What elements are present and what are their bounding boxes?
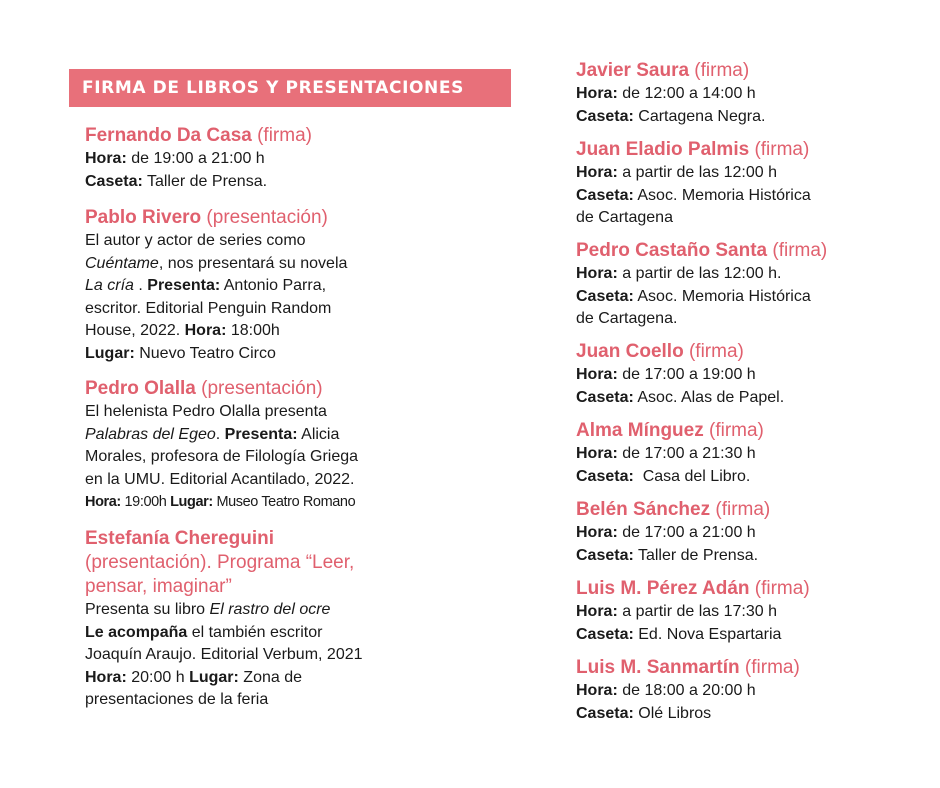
text-fragment: Presenta su libro: [85, 601, 210, 618]
hora-value: de 17:00 a 21:00 h: [617, 524, 756, 541]
event-hora: [576, 83, 916, 106]
event-description-line: [85, 275, 505, 298]
lugar-value: Museo Teatro Romano: [212, 494, 356, 511]
event-title: [85, 124, 505, 148]
event-title: [85, 206, 505, 230]
event-hora: [576, 601, 916, 624]
event-title: [576, 59, 916, 83]
event-name: Luis M. Pérez Adán: [576, 578, 750, 599]
event-description-line: escritor. Editorial Penguin Random: [85, 299, 332, 317]
hora-value: 18:00h: [226, 322, 280, 340]
event-description-line: El autor y actor de series como: [85, 232, 306, 249]
text-fragment: .: [215, 425, 225, 443]
event-description-line: presentaciones de la feria: [85, 691, 269, 709]
caseta-label: Caseta:: [576, 467, 634, 485]
lugar-label: Lugar:: [170, 494, 213, 511]
text-fragment: House, 2022.: [85, 322, 185, 340]
caseta-value: Olé Libros: [633, 704, 712, 722]
event-name: Luis M. Sanmartín: [576, 657, 740, 678]
caseta-value: Cartagena Negra.: [633, 107, 766, 125]
event-description-line: [85, 667, 505, 690]
event-lugar: [85, 343, 505, 366]
lugar-value: Zona de: [238, 668, 302, 686]
event-hora: [576, 522, 916, 545]
hora-value: 20:00 h: [126, 668, 190, 686]
hora-value: de 19:00 a 21:00 h: [126, 150, 265, 167]
event-hora: [576, 680, 916, 703]
text-fragment: , nos presentará su novela: [158, 254, 348, 272]
text-fragment: el también escritor: [187, 623, 323, 641]
event-fernando-da-casa: [85, 124, 505, 193]
hora-label: Hora:: [85, 668, 127, 686]
event-type: (firma): [749, 139, 810, 160]
event-juan-eladio-palmis: [576, 138, 916, 230]
caseta-label: Caseta:: [85, 172, 143, 190]
event-pablo-rivero: [85, 206, 505, 366]
event-caseta: [576, 185, 916, 208]
event-description-line: [85, 320, 505, 343]
event-name: Pablo Rivero: [85, 207, 202, 228]
caseta-label: Caseta:: [576, 625, 634, 643]
hora-label: Hora:: [576, 603, 618, 620]
book-title: La cría: [85, 277, 134, 295]
hora-label: Hora:: [576, 682, 618, 699]
event-caseta: [576, 624, 916, 647]
caseta-label: Caseta:: [576, 704, 634, 722]
event-name: Fernando Da Casa: [85, 125, 252, 146]
event-name: Juan Coello: [576, 341, 684, 362]
lugar-label: Lugar:: [189, 668, 239, 686]
text-fragment: Antonio Parra,: [220, 277, 327, 295]
event-type: (firma): [251, 125, 312, 146]
event-caseta: [576, 703, 916, 726]
caseta-value: Taller de Prensa.: [142, 172, 268, 190]
event-name: Javier Saura: [576, 60, 690, 81]
event-name: Belén Sánchez: [576, 499, 711, 520]
caseta-value: Asoc. Alas de Papel.: [633, 388, 785, 406]
event-name: Estefanía Chereguini: [85, 528, 274, 549]
section-title: FIRMA DE LIBROS Y PRESENTACIONES: [82, 78, 464, 98]
event-caseta: [576, 106, 916, 129]
event-title: [85, 377, 505, 401]
event-caseta: [576, 466, 916, 489]
event-type: (presentación). Programa “Leer,: [85, 552, 355, 573]
hora-label: Hora:: [576, 445, 618, 462]
event-description-line: [85, 491, 505, 514]
caseta-label: Caseta:: [576, 186, 634, 204]
event-type: (firma): [749, 578, 810, 599]
event-description-line: El helenista Pedro Olalla presenta: [85, 403, 327, 420]
event-name: Pedro Castaño Santa: [576, 240, 768, 261]
event-title: [576, 498, 916, 522]
event-type: (firma): [739, 657, 800, 678]
event-caseta: [576, 286, 916, 309]
event-hora: [576, 364, 916, 387]
book-title: Cuéntame: [85, 254, 159, 272]
caseta-value: Taller de Prensa.: [633, 546, 759, 564]
event-estefania-chereguini: [85, 527, 505, 712]
event-type: pensar, imaginar”: [85, 576, 232, 597]
event-name: Juan Eladio Palmis: [576, 139, 750, 160]
event-title: [576, 239, 916, 263]
hora-value: de 12:00 a 14:00 h: [617, 85, 756, 102]
event-type: (firma): [703, 420, 764, 441]
event-hora: [576, 443, 916, 466]
caseta-value: de Cartagena.: [576, 310, 678, 328]
event-type: (firma): [689, 60, 750, 81]
hora-label: Hora:: [85, 150, 127, 167]
hora-label: Hora:: [184, 322, 227, 340]
event-type: (firma): [767, 240, 828, 261]
hora-value: a partir de las 17:30 h: [617, 603, 777, 620]
hora-value: de 18:00 a 20:00 h: [617, 682, 756, 699]
section-header: [69, 69, 511, 107]
event-name: Alma Mínguez: [576, 420, 704, 441]
event-description-line: [85, 599, 505, 622]
caseta-value: de Cartagena: [576, 209, 673, 227]
event-hora: [576, 263, 916, 286]
book-title: El rastro del ocre: [209, 601, 331, 618]
event-type: (presentación): [201, 207, 328, 228]
caseta-label: Caseta:: [576, 546, 634, 564]
hora-label: Hora:: [85, 494, 121, 511]
hora-label: Hora:: [576, 265, 618, 282]
acompana-label: Le acompaña: [85, 623, 188, 641]
event-javier-saura: [576, 59, 916, 128]
event-belen-sanchez: [576, 498, 916, 567]
lugar-value: Nuevo Teatro Circo: [134, 344, 276, 362]
event-description-line: [85, 424, 505, 447]
hora-label: Hora:: [576, 366, 618, 383]
caseta-value: Asoc. Memoria Histórica: [633, 186, 811, 204]
event-title: [85, 527, 505, 599]
event-name: Pedro Olalla: [85, 378, 196, 399]
caseta-value: Casa del Libro.: [633, 467, 751, 485]
event-luis-m-perez-adan: [576, 577, 916, 646]
hora-value: de 17:00 a 21:30 h: [617, 445, 756, 462]
event-description-line: [85, 253, 505, 276]
event-hora: [85, 148, 505, 171]
lugar-label: Lugar:: [85, 344, 135, 362]
book-title: Palabras del Egeo: [85, 425, 216, 443]
event-caseta: [576, 545, 916, 568]
event-title: [576, 138, 916, 162]
presenta-label: Presenta:: [147, 277, 221, 295]
text-fragment: .: [133, 277, 148, 295]
hora-label: Hora:: [576, 524, 618, 541]
hora-label: Hora:: [576, 164, 618, 181]
hora-value: 19:00h: [120, 494, 171, 511]
event-pedro-olalla: [85, 377, 505, 514]
event-hora: [576, 162, 916, 185]
event-type: (firma): [710, 499, 771, 520]
caseta-value: Asoc. Memoria Histórica: [633, 287, 811, 305]
caseta-label: Caseta:: [576, 107, 634, 125]
event-description-line: en la UMU. Editorial Acantilado, 2022.: [85, 470, 355, 488]
event-caseta: [85, 171, 505, 194]
event-description-line: Morales, profesora de Filología Griega: [85, 448, 359, 466]
hora-label: Hora:: [576, 85, 618, 102]
event-alma-minguez: [576, 419, 916, 488]
event-description-line: [85, 622, 505, 645]
event-title: [576, 577, 916, 601]
presenta-label: Presenta:: [224, 425, 298, 443]
event-luis-m-sanmartin: [576, 656, 916, 725]
text-fragment: Alicia: [297, 425, 340, 443]
event-type: (firma): [683, 341, 744, 362]
event-title: [576, 656, 916, 680]
hora-value: a partir de las 12:00 h.: [617, 265, 782, 282]
event-title: [576, 419, 916, 443]
hora-value: de 17:00 a 19:00 h: [617, 366, 756, 383]
event-title: [576, 340, 916, 364]
caseta-value: Ed. Nova Espartaria: [633, 625, 782, 643]
event-type: (presentación): [195, 378, 323, 399]
event-pedro-castano-santa: [576, 239, 916, 331]
caseta-label: Caseta:: [576, 287, 634, 305]
hora-value: a partir de las 12:00 h: [617, 164, 777, 181]
event-juan-coello: [576, 340, 916, 409]
event-caseta: [576, 387, 916, 410]
event-description-line: Joaquín Araujo. Editorial Verbum, 2021: [85, 646, 363, 664]
caseta-label: Caseta:: [576, 388, 634, 406]
